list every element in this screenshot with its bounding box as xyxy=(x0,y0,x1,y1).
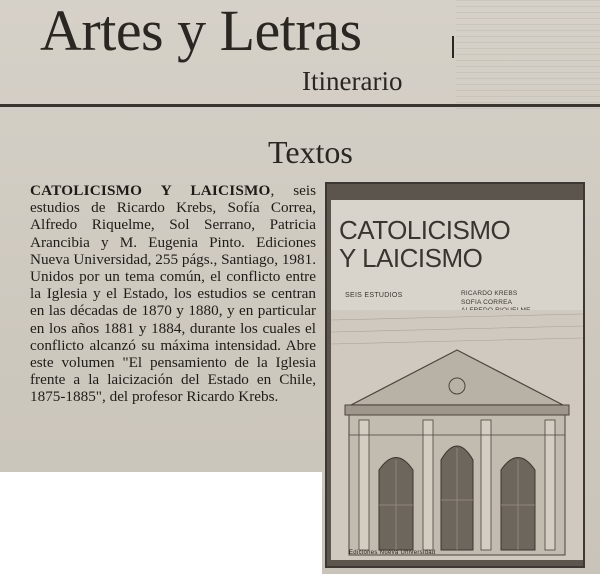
book-title xyxy=(339,216,579,272)
blank-bottom-area xyxy=(0,472,322,574)
masthead-subtitle: Itinerario xyxy=(302,66,403,96)
article-text xyxy=(30,182,316,472)
article-body: , seis estudios de Ricardo Krebs, Sofía Correa, Alfredo Riquelme, Sol Serrano, Patricia Arancibia y M. Eugenia Pinto. Ediciones Nueva Universidad, 255 págs., Santiago, 1981. Unidos por un tema común, el conflicto entre la Iglesia y el Estado, los estudios se centran en las décadas de 1870 y 1880, y en particular en los años 1881 y 1884, durante los cuales el conflicto alcanzó su máxima intensidad. Abre este volumen "El pensamiento de la Iglesia frente a la laicización del Estado en Chile, 1875-1885", del profesor Ricardo Krebs. xyxy=(30,182,316,406)
masthead-title: Artes y Letras xyxy=(40,0,362,63)
adjacent-column-bleed xyxy=(456,0,600,110)
building-illustration xyxy=(331,310,583,560)
masthead-divider xyxy=(452,36,454,58)
article-paragraph xyxy=(30,182,316,406)
book-author: SOFIA CORREA xyxy=(461,298,513,306)
article-headline: CATOLICISMO Y LAICISMO xyxy=(30,182,271,199)
book-cover xyxy=(331,200,583,560)
section-title: Textos xyxy=(268,134,353,170)
book-subtitle: SEIS ESTUDIOS xyxy=(345,292,403,299)
book-title-line2: Y LAICISMO xyxy=(339,243,483,273)
book-imprint: Ediciones Nueva Universidad xyxy=(349,550,436,556)
book-author: RICARDO KREBS xyxy=(461,290,518,297)
book-title-line1: CATOLICISMO xyxy=(339,215,511,245)
header-rule xyxy=(0,104,600,107)
